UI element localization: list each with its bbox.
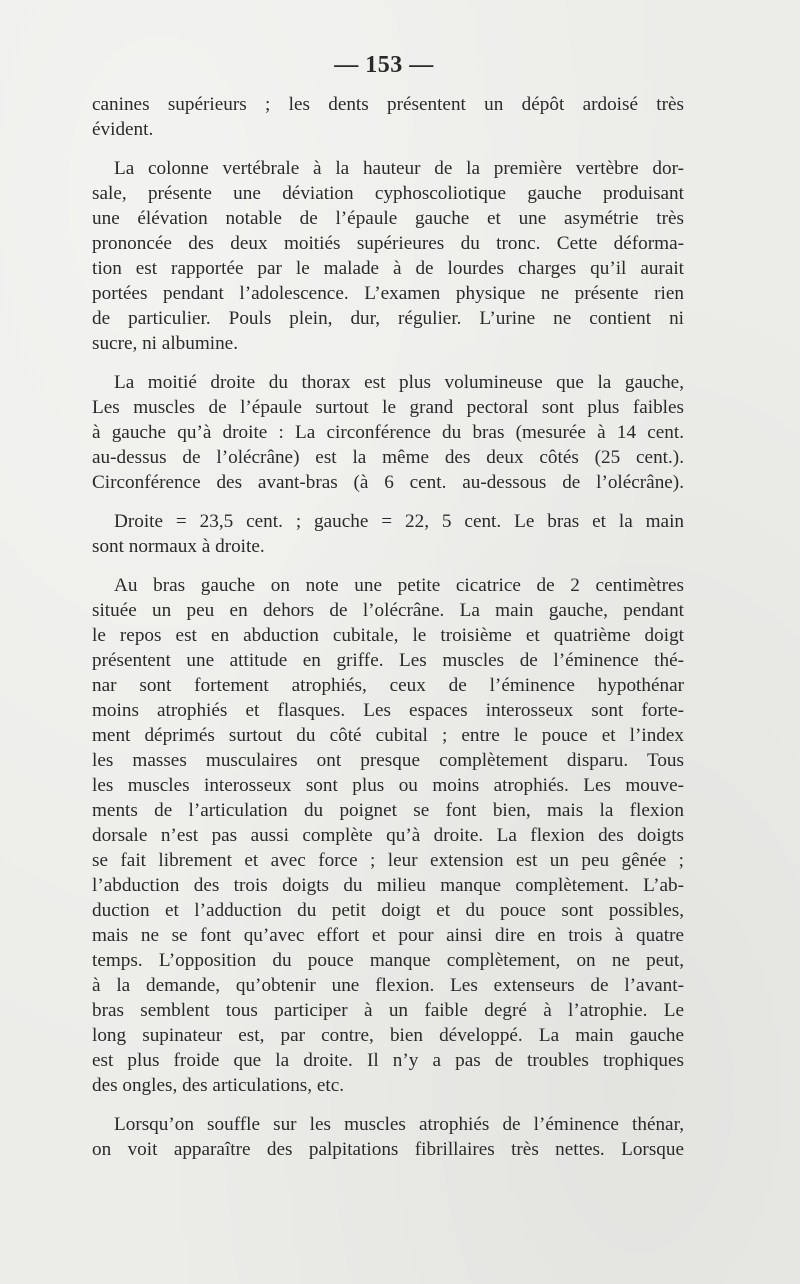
text-line: sucre, ni albumine.	[92, 333, 238, 354]
text-line: les muscles interosseux sont plus ou moins atrophiés. Les mouve-	[92, 775, 684, 796]
text-line: canines supérieurs ; les dents présentent un dépôt ardoisé très	[92, 94, 684, 115]
text-line: évident.	[92, 119, 154, 140]
text-line: Lorsqu’on souffle sur les muscles atrophiés de l’éminence thénar,	[114, 1114, 684, 1135]
text-line: sont normaux à droite.	[92, 536, 265, 557]
text-line: à la demande, qu’obtenir une flexion. Les extenseurs de l’avant-	[92, 975, 684, 996]
text-line: de particulier. Pouls plein, dur, régulier. L’urine ne contient ni	[92, 308, 684, 329]
text-line: La colonne vertébrale à la hauteur de la première vertèbre dor-	[114, 158, 684, 179]
paragraph-gap	[92, 1098, 684, 1112]
text-line: long supinateur est, par contre, bien développé. La main gauche	[92, 1025, 684, 1046]
text-line: Circonférence des avant-bras (à 6 cent. au-dessous de l’olécrâne).	[92, 472, 684, 493]
text-line: Les muscles de l’épaule surtout le grand pectoral sont plus faibles	[92, 397, 684, 418]
text-line: le repos est en abduction cubitale, le troisième et quatrième doigt	[92, 625, 684, 646]
text-line: duction et l’adduction du petit doigt et du pouce sont possibles,	[92, 900, 684, 921]
text-line: sale, présente une déviation cyphoscoliotique gauche produisant	[92, 183, 684, 204]
text-line: à gauche qu’à droite : La circonférence du bras (mesurée à 14 cent.	[92, 422, 684, 443]
text-line: au-dessus de l’olécrâne) est la même des deux côtés (25 cent.).	[92, 447, 684, 468]
text-line: on voit apparaître des palpitations fibrillaires très nettes. Lorsque	[92, 1139, 684, 1160]
text-line: des ongles, des articulations, etc.	[92, 1075, 345, 1096]
paragraph-gap	[92, 559, 684, 573]
text-line: située un peu en dehors de l’olécrâne. La main gauche, pendant	[92, 600, 684, 621]
text-line: se fait librement et avec force ; leur extension est un peu gênée ;	[92, 850, 684, 871]
text-line: nar sont fortement atrophiés, ceux de l’éminence hypothénar	[92, 675, 684, 696]
text-line: temps. L’opposition du pouce manque complètement, on ne peut,	[92, 950, 684, 971]
text-line: l’abduction des trois doigts du milieu manque complètement. L’ab-	[92, 875, 684, 896]
text-line: moins atrophiés et flasques. Les espaces interosseux sont forte-	[92, 700, 684, 721]
text-line: ment déprimés surtout du côté cubital ; entre le pouce et l’index	[92, 725, 684, 746]
paragraph-gap	[92, 356, 684, 370]
text-line: les masses musculaires ont presque complètement disparu. Tous	[92, 750, 684, 771]
paragraph-gap	[92, 495, 684, 509]
text-line: La moitié droite du thorax est plus volumineuse que la gauche,	[114, 372, 684, 393]
text-line: une élévation notable de l’épaule gauche et une asymétrie très	[92, 208, 684, 229]
text-line: ments de l’articulation du poignet se font bien, mais la flexion	[92, 800, 684, 821]
paragraph-gap	[92, 142, 684, 156]
page-number: — 153 —	[334, 52, 434, 78]
text-line: Droite = 23,5 cent. ; gauche = 22, 5 cent. Le bras et la main	[114, 511, 684, 532]
text-line: bras semblent tous participer à un faible degré à l’atrophie. Le	[92, 1000, 684, 1021]
text-line: tion est rapportée par le malade à de lourdes charges qu’il aurait	[92, 258, 684, 279]
text-line: prononcée des deux moitiés supérieures du tronc. Cette déforma-	[92, 233, 684, 254]
text-line: est plus froide que la droite. Il n’y a pas de troubles trophiques	[92, 1050, 684, 1071]
text-line: Au bras gauche on note une petite cicatrice de 2 centimètres	[114, 575, 684, 596]
text-line: dorsale n’est pas aussi complète qu’à droite. La flexion des doigts	[92, 825, 684, 846]
text-line: mais ne se font qu’avec effort et pour ainsi dire en trois à quatre	[92, 925, 684, 946]
page-body	[92, 92, 684, 1162]
text-line: présentent une attitude en griffe. Les muscles de l’éminence thé-	[92, 650, 684, 671]
text-line: portées pendant l’adolescence. L’examen physique ne présente rien	[92, 283, 684, 304]
